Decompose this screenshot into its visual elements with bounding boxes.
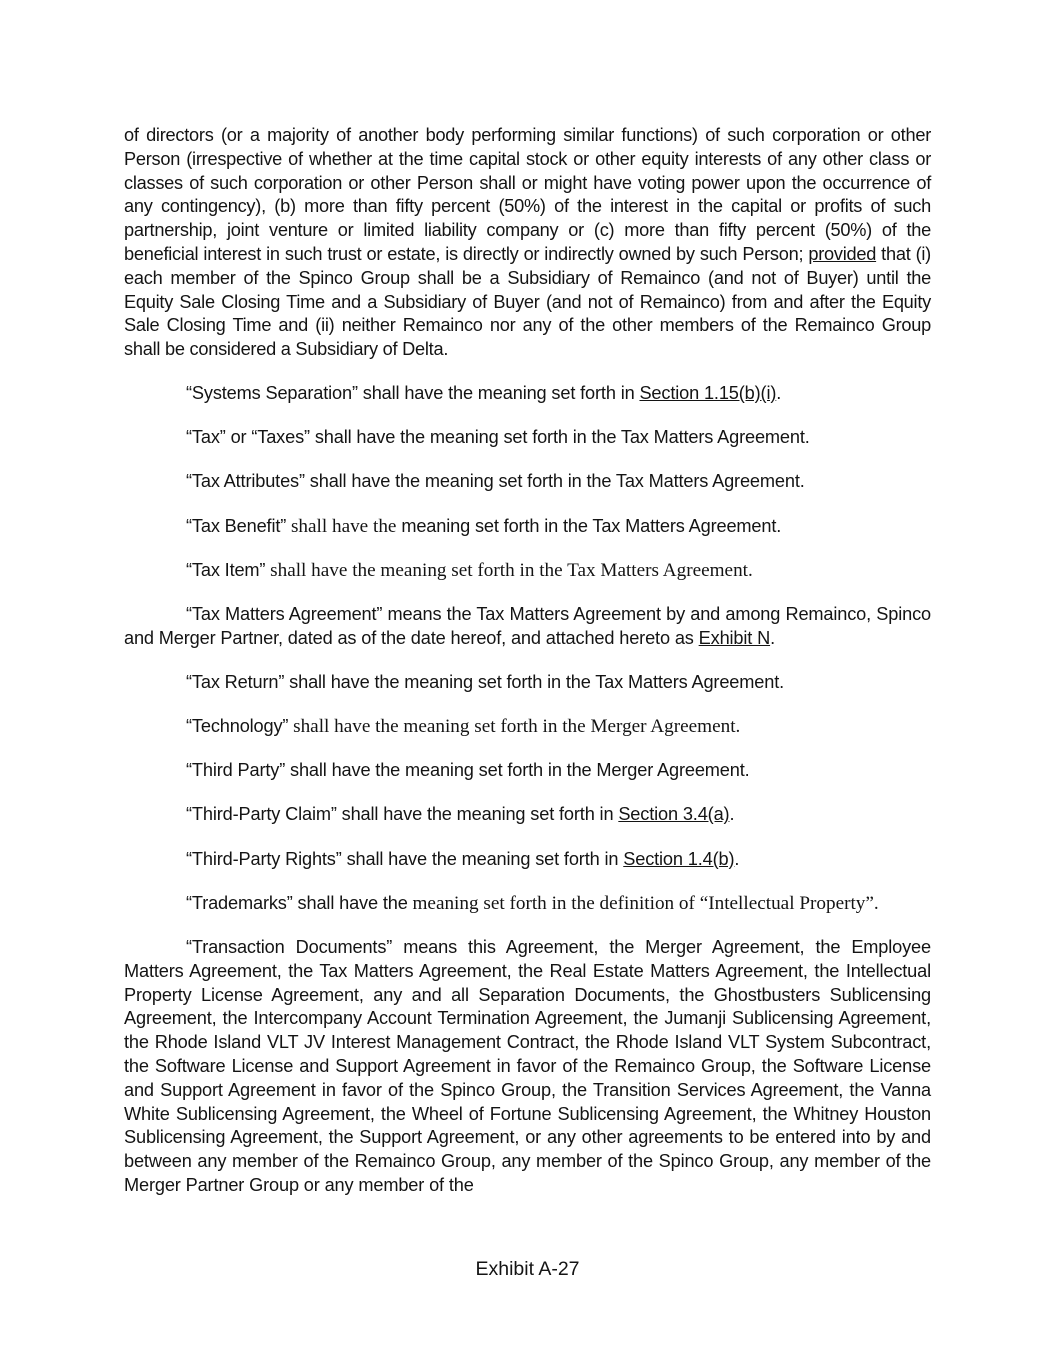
definition-tax-item [124,559,931,583]
definition-tax-attributes: “Tax Attributes” shall have the meaning set forth in the Tax Matters Agreement. [186,471,805,492]
definition-third-party: “Third Party” shall have the meaning set forth in the Merger Agreement. [186,760,750,781]
definition-serif-text: shall have the [286,515,397,537]
page-footer: Exhibit A-27 [475,1258,580,1280]
section-reference-link[interactable]: Section 1.15(b)(i) [639,382,777,403]
definition-text: “Third-Party Rights” shall have the meaning set forth in [186,848,624,869]
definition-term: “Trademarks” shall have the [186,892,408,913]
definition-rest: meaning set forth in the definition of “Intellectual Property”. [407,892,879,914]
definition-text: “Tax Matters Agreement” means the Tax Matters Agreement by and among Remainco, Spinco and Merger Partner, dated as of the date hereof, and attached hereto as [124,603,931,648]
subsidiary-definition-continuation [124,124,931,362]
definition-tax-matters-agreement [124,603,931,651]
definition-rest: meaning set forth in the Tax Matters Agreement. [396,515,782,536]
definition-technology [124,715,931,739]
definition-third-party-claim [124,803,931,827]
definition-end: . [734,848,740,869]
definition-end: . [770,627,775,648]
definition-text: “Third-Party Claim” shall have the meaning set forth in [186,804,619,825]
definition-transaction-documents: “Transaction Documents” means this Agreement, the Merger Agreement, the Employee Matters Agreement, the Tax Matters Agreement, the Real Estate Matters Agreement, the Intellectual Property License Agreement, any and all Separation Documents, the Ghostbusters Sublicensing Agreement, the Intercompany Account Termination Agreement, the Jumanji Sublicensing Agreement, the Rhode Island VLT JV Interest Management Contract, the Rhode Island VLT System Subcontract, the Software License and Support Agreement in favor of the Remainco Group, the Software License and Support Agreement in favor of the Spinco Group, the Transition Services Agreement, the Vanna White Sublicensing Agreement, the Wheel of Fortune Sublicensing Agreement, the Whitney Houston Sublicensing Agreement, the Support Agreement, or any other agreements to be entered into by and between any member of the Remainco Group, any member of the Spinco Group, any member of the Merger Partner Group or any member of the [124,937,931,1195]
definition-term: “Tax Benefit” [186,515,287,536]
section-reference-link[interactable]: Section 1.4(b) [623,848,735,869]
section-reference-link[interactable]: Section 3.4(a) [618,804,730,825]
exhibit-reference-link[interactable]: Exhibit N [698,627,771,648]
definition-rest: shall have the meaning set forth in the Merger Agreement. [288,716,741,738]
definition-third-party-rights [124,848,931,872]
definition-end: . [729,804,735,825]
definition-tax-return: “Tax Return” shall have the meaning set forth in the Tax Matters Agreement. [186,671,785,692]
definition-tax: “Tax” or “Taxes” shall have the meaning set forth in the Tax Matters Agreement. [186,427,810,448]
definition-term: “Technology” [186,716,289,737]
page-body [124,124,931,1218]
definition-tax-benefit [124,515,931,539]
continuation-text-b: that (i) each member of the Spinco Group shall be a Subsidiary of Remainco (and not of Buyer) until the Equity Sale Closing Time and a Subsidiary of Buyer (and not of Remainco) from and after the Equity Sale Closing Time and (ii) neither Remainco nor any of the other members of the Remainco Group shall be considered a Subsidiary of Delta. [124,243,931,360]
definition-systems-separation [124,382,931,406]
definition-rest: shall have the meaning set forth in the Tax Matters Agreement. [265,559,753,581]
continuation-text-a: of directors (or a majority of another body performing similar functions) of such corporation or other Person (irrespective of whether at the time capital stock or other equity interests of any other class or classes of such corporation or other Person shall or might have voting power upon the occurrence of any contingency), (b) more than fifty percent (50%) of the interest in the capital or profits of such partnership, joint venture or limited liability company or (c) more than fifty percent (50%) of the beneficial interest in such trust or estate, is directly or indirectly owned by such Person; [124,125,931,264]
definition-trademarks [124,892,931,916]
definition-text: “Systems Separation” shall have the meaning set forth in [186,382,640,403]
definition-end: . [776,382,782,403]
definition-term: “Tax Item” [186,559,266,580]
provided-term: provided [808,243,877,264]
